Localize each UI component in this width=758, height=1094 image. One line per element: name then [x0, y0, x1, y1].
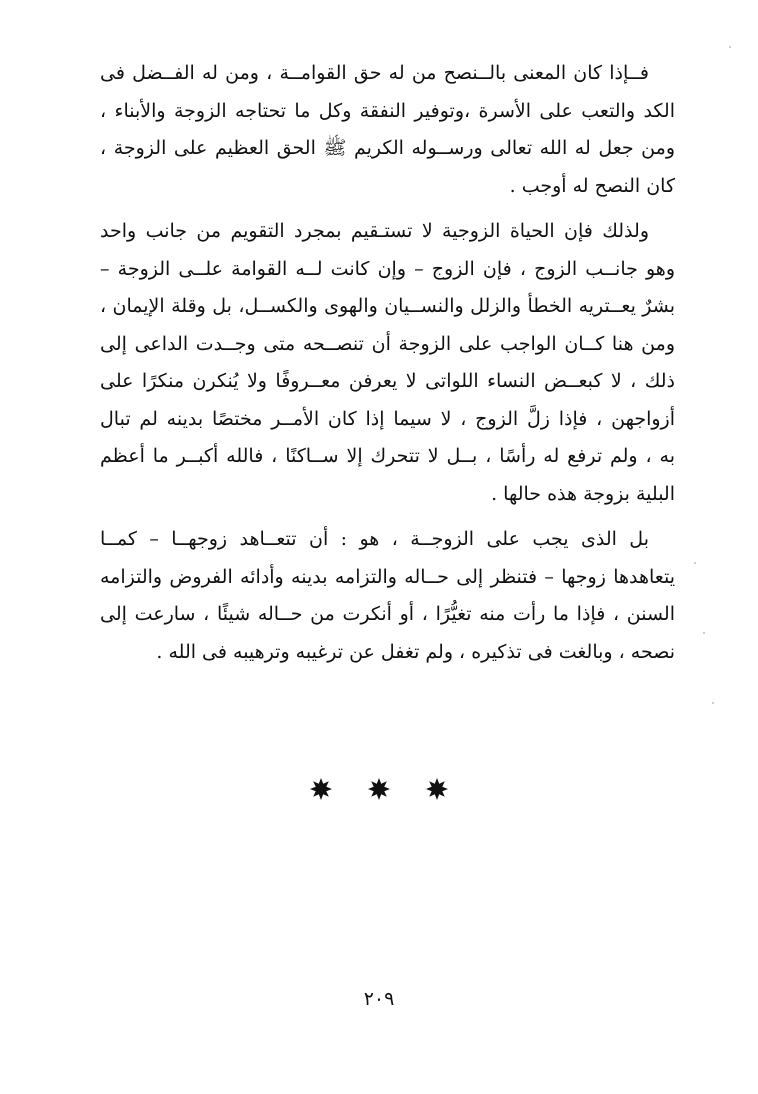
text-line: فــإذا كان المعنى بالــنصح من له حق القوامــة ، ومن له الفــضل فى	[100, 62, 649, 84]
text-line: نصحه ، وبالغت فى تذكيره ، ولم تغفل عن ترغيبه وترهيبه فى الله .	[156, 640, 675, 663]
text-line: وهو جانــب الزوج ، فإن الزوج – وإن كانت لــه القوامة علــى الزوجة –	[100, 257, 675, 280]
section-divider	[0, 777, 758, 807]
paragraph-3	[100, 521, 675, 671]
text-line: ولذلك فإن الحياة الزوجية لا تستـقيم بمجرد التقويم من جانب واحد	[100, 220, 649, 242]
star-ornament-icon	[425, 777, 449, 807]
text-line: ومن جعل له الله تعالى ورســوله الكريم ﷺ الحق العظيم على الزوجة ،	[100, 137, 675, 159]
star-ornament-icon	[367, 777, 391, 807]
scan-speck	[712, 702, 714, 704]
text-line: بل الذى يجب على الزوجــة ، هو : أن تتعــاهد زوجهــا – كمــا	[100, 528, 649, 550]
text-line: البلية بزوجة هذه حالها .	[491, 482, 675, 505]
text-line: ومن هنا كــان الواجب على الزوجة أن تنصــحه متى وجــدت الداعى إلى	[100, 332, 675, 355]
text-line: السنن ، فإذا ما رأت منه تغيُّرًا ، أو أنكرت من حــاله شيئًا ، سارعت إلى	[100, 603, 675, 625]
scan-speck	[729, 46, 731, 48]
paragraph-2	[100, 213, 675, 513]
scan-speck	[694, 562, 696, 564]
text-line: يتعاهدها زوجها – فتنظر إلى حــاله والتزامه بدينه وأدائه الفروض والتزامه	[100, 565, 675, 588]
text-line: أزواجهن ، فإذا زلَّ الزوج ، لا سيما إذا كان الأمــر مختصًا بدينه لم تبال	[100, 407, 675, 430]
text-line: به ، ولم ترفع له رأسًا ، بــل لا تتحرك إلا ســاكنًا ، فالله أكبــر ما أعظم	[100, 445, 675, 467]
paragraph-1	[100, 55, 675, 205]
text-line: الكد والتعب على الأسرة ،وتوفير النفقة وكل ما تحتاجه الزوجة والأبناء ،	[100, 99, 675, 122]
text-line: ذلك ، لا كبعــض النساء اللواتى لا يعرفن معــروفًا ولا يُنكرن منكرًا على	[100, 370, 675, 392]
text-line: بشرٌ يعــتريه الخطأ والزلل والنســيان والهوى والكســل، بل وقلة الإيمان ،	[100, 295, 675, 317]
text-line: كان النصح له أوجب .	[509, 174, 675, 197]
page-number: ٢٠٩	[363, 988, 395, 1010]
scan-speck	[703, 632, 705, 634]
star-ornament-icon	[309, 777, 333, 807]
body-text	[100, 55, 675, 671]
